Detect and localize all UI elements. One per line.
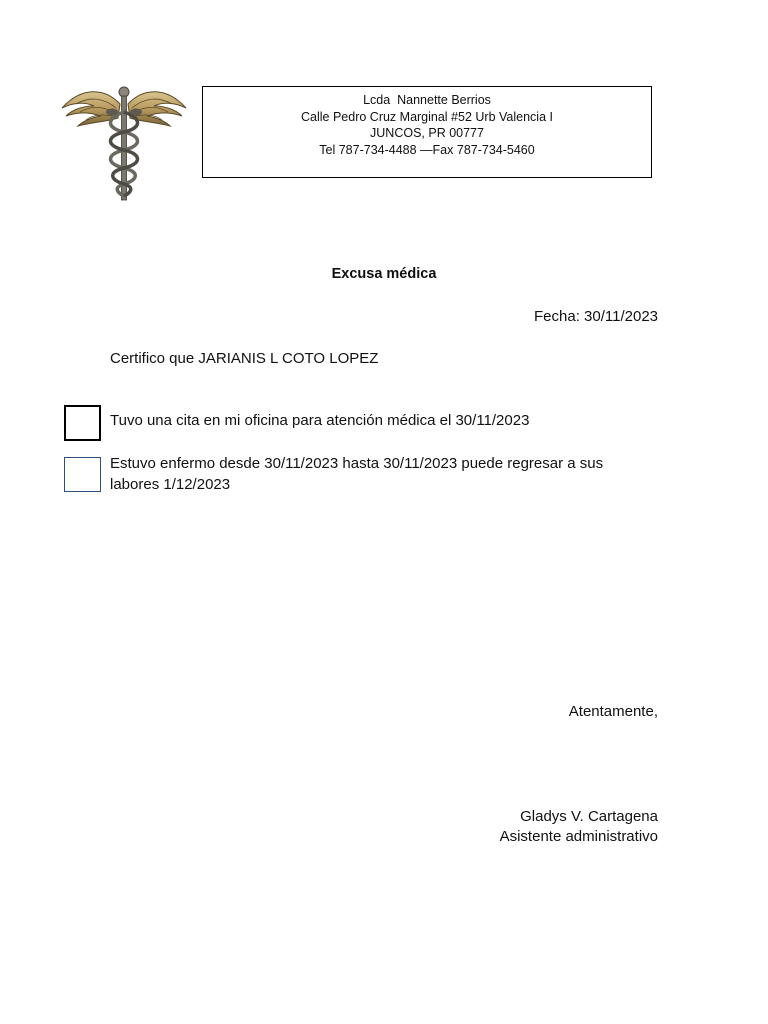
letterhead-phone-fax: Tel 787-734-4488 —Fax 787-734-5460 — [319, 142, 535, 157]
letterhead-name: Lcda Nannette Berrios — [363, 93, 491, 107]
signer-role: Asistente administrativo — [499, 828, 658, 845]
date-line: Fecha: 30/11/2023 — [534, 308, 658, 325]
closing-line: Atentamente, — [568, 703, 658, 720]
sick-leave-text-line-2: labores 1/12/2023 — [110, 476, 231, 493]
caduceus-icon — [60, 82, 188, 204]
letterhead-city: JUNCOS, PR 00777 — [370, 126, 484, 140]
certify-line: Certifico que JARIANIS L COTO LOPEZ — [110, 350, 379, 367]
appointment-checkbox[interactable] — [64, 405, 101, 441]
letterhead-address: Calle Pedro Cruz Marginal #52 Urb Valencia I — [301, 109, 553, 124]
signature-block — [500, 807, 658, 847]
sick-leave-text-line-1: Estuvo enfermo desde 30/11/2023 hasta 30/11/2023 puede regresar a sus — [110, 455, 604, 472]
sick-leave-option-text — [110, 453, 670, 495]
signer-name: Gladys V. Cartagena — [520, 808, 658, 825]
letterhead-box — [202, 86, 652, 178]
document-title: Excusa médica — [331, 266, 437, 282]
sick-leave-checkbox[interactable] — [64, 457, 101, 492]
appointment-option-text: Tuvo una cita en mi oficina para atención médica el 30/11/2023 — [110, 412, 530, 429]
